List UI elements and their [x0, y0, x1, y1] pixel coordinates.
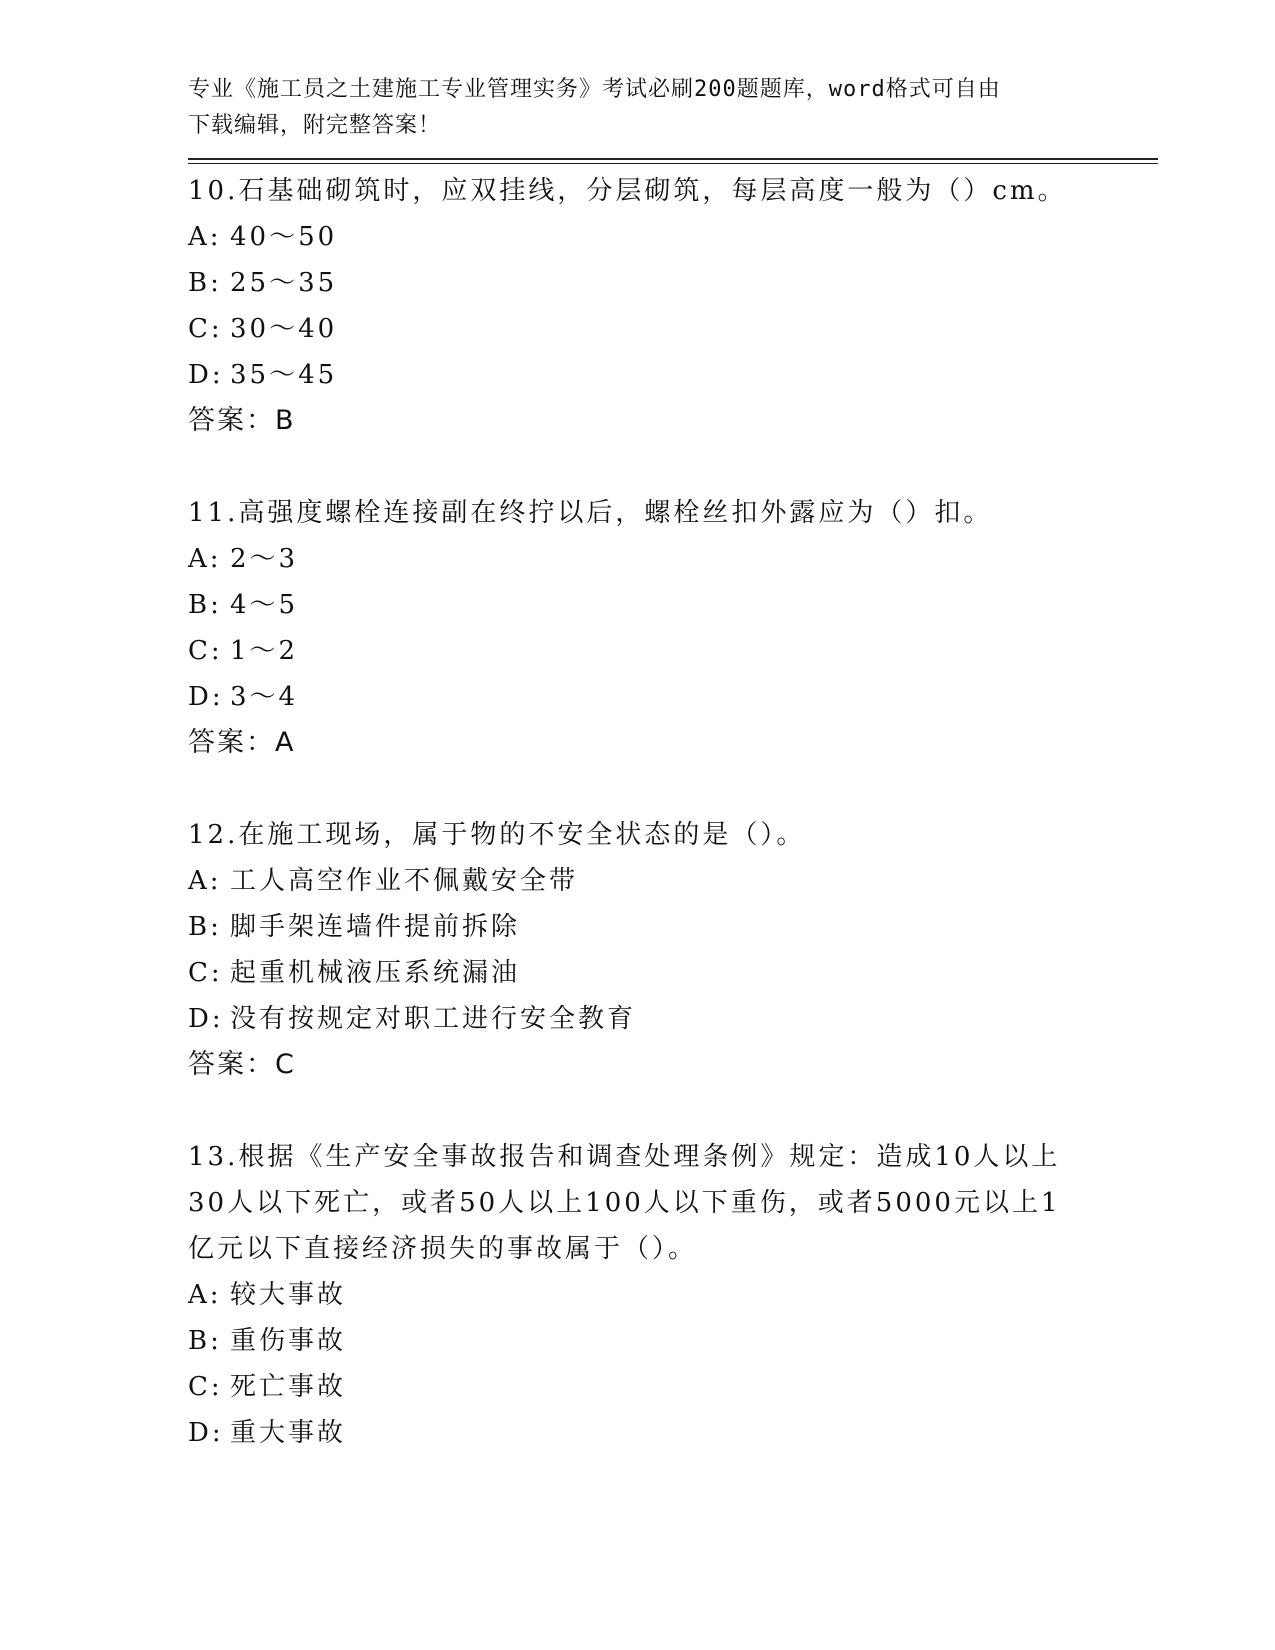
option-key: A: [188, 1280, 222, 1310]
option-text: 没有按规定对职工进行安全教育 [230, 1004, 637, 1034]
option-c [188, 628, 1158, 674]
option-b [188, 904, 1158, 950]
question-text-line-1: 13.根据《生产安全事故报告和调查处理条例》规定：造成10人以上 [188, 1142, 1061, 1172]
option-text: 重大事故 [230, 1418, 347, 1448]
option-text: 脚手架连墙件提前拆除 [230, 912, 521, 942]
option-key: A: [188, 544, 222, 574]
option-text: 1～2 [230, 636, 299, 666]
header-divider [188, 158, 1158, 164]
option-d [188, 1410, 1158, 1456]
option-b [188, 1318, 1158, 1364]
option-a [188, 858, 1158, 904]
header-line-1: 专业《施工员之土建施工专业管理实务》考试必刷200题题库，word格式可自由 [188, 77, 1001, 102]
option-text: 4～5 [230, 590, 299, 620]
option-text: 起重机械液压系统漏油 [230, 958, 521, 988]
option-text: 35～45 [230, 360, 338, 390]
option-text: 25～35 [230, 268, 338, 298]
option-key: D: [188, 1004, 224, 1034]
question-12 [188, 812, 1158, 1088]
option-text: 工人高空作业不佩戴安全带 [230, 866, 579, 896]
option-key: C: [188, 958, 223, 988]
option-c [188, 1364, 1158, 1410]
option-d [188, 674, 1158, 720]
document-header [188, 72, 1158, 144]
option-b [188, 260, 1158, 306]
option-c [188, 306, 1158, 352]
option-d [188, 996, 1158, 1042]
question-list [188, 168, 1158, 1456]
option-key: C: [188, 636, 223, 666]
option-key: B: [188, 1326, 222, 1356]
option-c [188, 950, 1158, 996]
option-text: 较大事故 [230, 1280, 347, 1310]
option-text: 2～3 [230, 544, 299, 574]
option-a [188, 1272, 1158, 1318]
answer: 答案：A [188, 727, 296, 758]
question-text-line-3: 亿元以下直接经济损失的事故属于（）。 [188, 1234, 698, 1264]
question-13 [188, 1134, 1158, 1456]
option-key: B: [188, 268, 222, 298]
option-text: 40～50 [230, 222, 338, 252]
question-11 [188, 490, 1158, 766]
answer: 答案：C [188, 1049, 296, 1080]
option-a [188, 214, 1158, 260]
option-text: 30～40 [230, 314, 338, 344]
document-page [188, 72, 1158, 1502]
option-key: D: [188, 360, 224, 390]
option-d [188, 352, 1158, 398]
question-text: 10.石基础砌筑时，应双挂线，分层砌筑，每层高度一般为（）cm。 [188, 176, 1067, 206]
question-10 [188, 168, 1158, 444]
option-key: C: [188, 314, 223, 344]
answer: 答案：B [188, 405, 296, 436]
question-text: 12.在施工现场，属于物的不安全状态的是（）。 [188, 820, 806, 850]
option-key: B: [188, 590, 222, 620]
question-text-line-2: 30人以下死亡，或者50人以上100人以下重伤，或者5000元以上1 [188, 1188, 1061, 1218]
option-text: 重伤事故 [230, 1326, 347, 1356]
header-line-2: 下载编辑，附完整答案！ [188, 113, 442, 138]
option-key: D: [188, 682, 224, 712]
option-key: B: [188, 912, 222, 942]
option-b [188, 582, 1158, 628]
option-key: A: [188, 222, 222, 252]
option-key: D: [188, 1418, 224, 1448]
option-a [188, 536, 1158, 582]
option-key: A: [188, 866, 222, 896]
question-text: 11.高强度螺栓连接副在终拧以后，螺栓丝扣外露应为（）扣。 [188, 498, 993, 528]
option-key: C: [188, 1372, 223, 1402]
option-text: 3～4 [230, 682, 299, 712]
option-text: 死亡事故 [230, 1372, 347, 1402]
